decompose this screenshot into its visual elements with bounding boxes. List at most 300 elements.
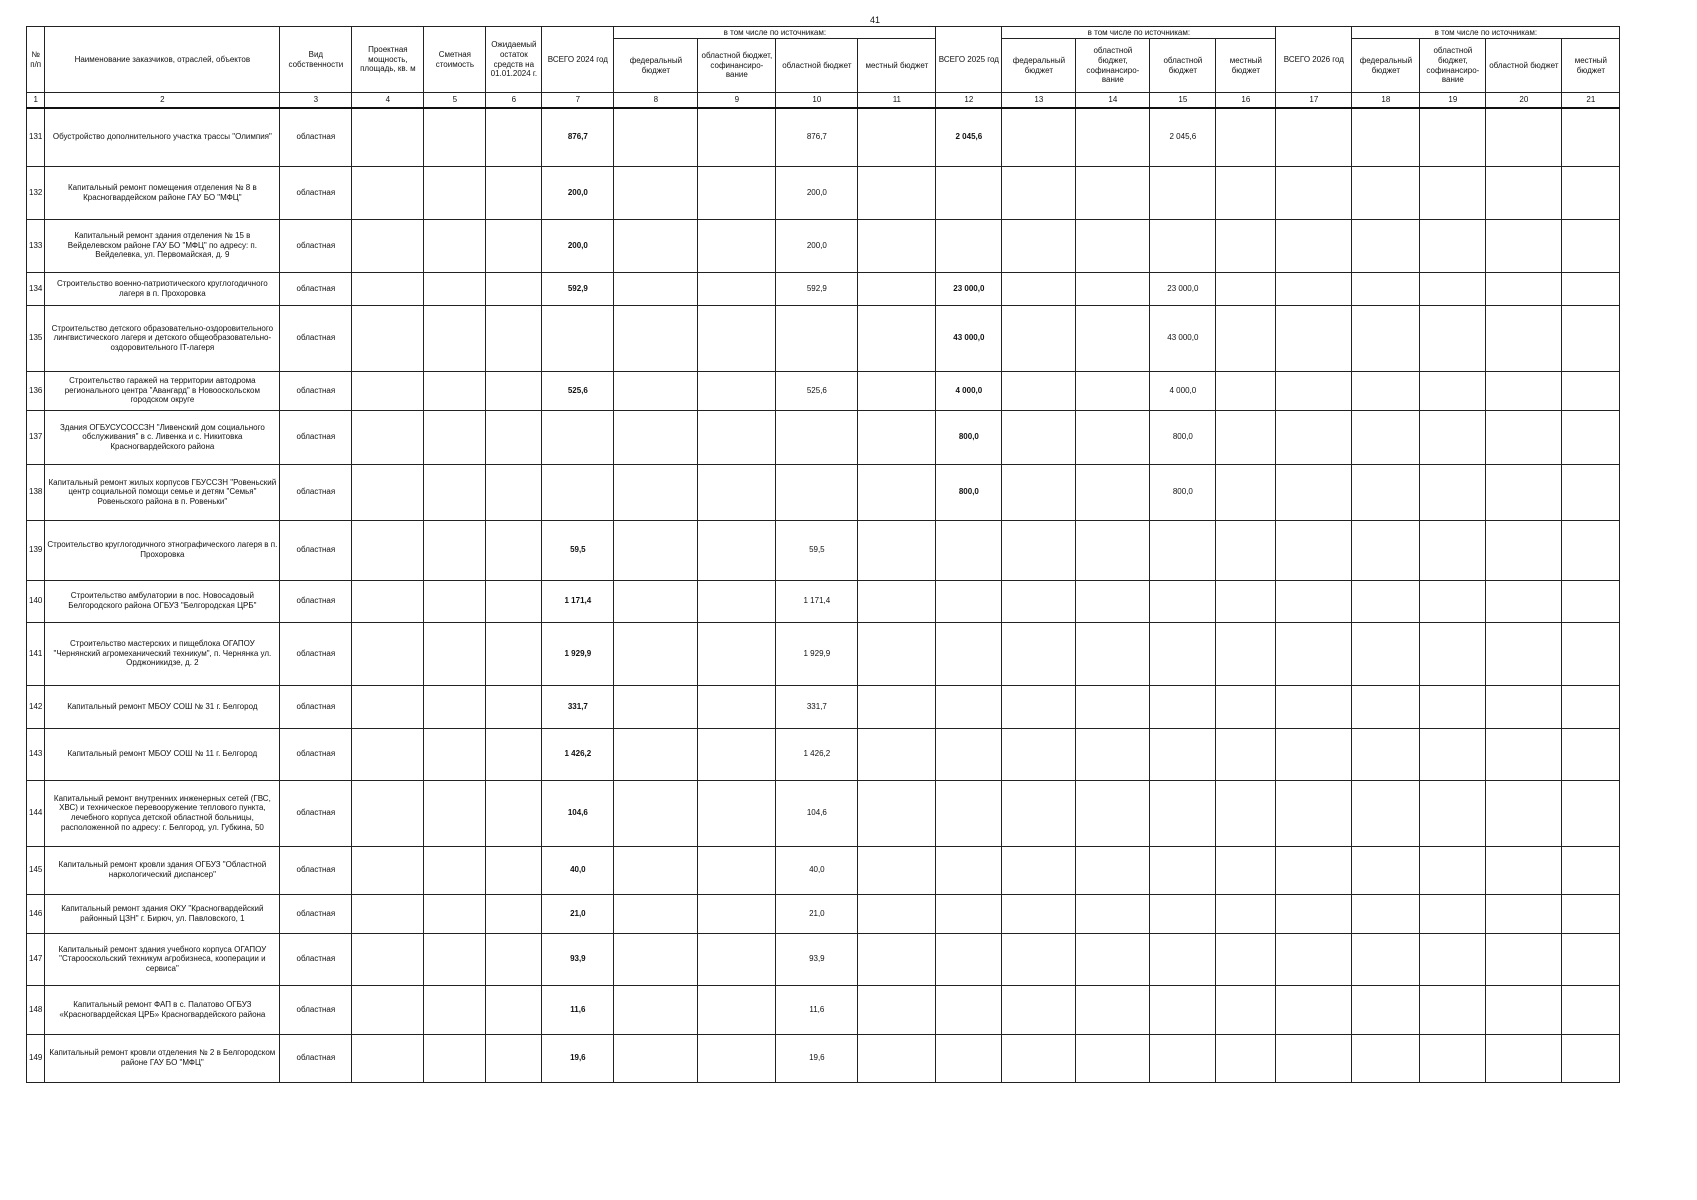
cell-empty: [614, 371, 698, 410]
column-number: 11: [858, 93, 936, 109]
column-number: 13: [1002, 93, 1076, 109]
cell-empty: [352, 219, 424, 272]
total-2024-cell: 59,5: [542, 520, 614, 580]
regional-2025-cell: [1150, 894, 1216, 933]
regional-2024-cell: 331,7: [776, 685, 858, 728]
cell-empty: [1216, 219, 1276, 272]
row-number: 133: [27, 219, 45, 272]
cell-empty: [1486, 371, 1562, 410]
cell-empty: [1276, 371, 1352, 410]
cell-empty: [352, 728, 424, 780]
cell-empty: [1002, 580, 1076, 622]
cell-empty: [1076, 622, 1150, 685]
cell-empty: [858, 1034, 936, 1082]
cell-empty: [1562, 728, 1620, 780]
table-row: [27, 685, 1620, 728]
header-capacity: Проектная мощность, площадь, кв. м: [352, 27, 424, 93]
cell-empty: [858, 933, 936, 985]
column-number: 14: [1076, 93, 1150, 109]
regional-2025-cell: 2 045,6: [1150, 108, 1216, 166]
cell-empty: [1002, 685, 1076, 728]
cell-empty: [1352, 464, 1420, 520]
total-2024-cell: 1 171,4: [542, 580, 614, 622]
cell-empty: [486, 166, 542, 219]
cell-empty: [1276, 305, 1352, 371]
regional-2025-cell: 800,0: [1150, 464, 1216, 520]
cell-empty: [1352, 985, 1420, 1034]
row-number: 140: [27, 580, 45, 622]
total-2025-cell: [936, 685, 1002, 728]
cell-empty: [1562, 985, 1620, 1034]
total-2024-cell: 1 929,9: [542, 622, 614, 685]
table-row: [27, 894, 1620, 933]
ownership-cell: областная: [280, 894, 352, 933]
cell-empty: [858, 305, 936, 371]
regional-2024-cell: 876,7: [776, 108, 858, 166]
regional-2024-cell: 21,0: [776, 894, 858, 933]
total-2024-cell: 1 426,2: [542, 728, 614, 780]
cell-empty: [352, 685, 424, 728]
cell-empty: [1216, 846, 1276, 894]
row-number: 139: [27, 520, 45, 580]
cell-empty: [1216, 520, 1276, 580]
row-number: 141: [27, 622, 45, 685]
cell-empty: [1002, 371, 1076, 410]
cell-empty: [1486, 780, 1562, 846]
regional-2024-cell: 525,6: [776, 371, 858, 410]
total-2025-cell: [936, 894, 1002, 933]
cell-empty: [614, 520, 698, 580]
ownership-cell: областная: [280, 580, 352, 622]
cell-empty: [1276, 219, 1352, 272]
cell-empty: [1276, 894, 1352, 933]
header-cofin-2026: областной бюджет, софинансиро-вание: [1420, 39, 1486, 93]
cell-empty: [1216, 580, 1276, 622]
cell-empty: [424, 894, 486, 933]
ownership-cell: областная: [280, 108, 352, 166]
cell-empty: [1352, 685, 1420, 728]
object-name: Строительство мастерских и пищеблока ОГАПОУ "Чернянский агромеханический техникум", п. Чернянка ул. Орджоникидзе, д. 2: [45, 622, 280, 685]
cell-empty: [1420, 371, 1486, 410]
cell-empty: [1486, 1034, 1562, 1082]
header-cost: Сметная стоимость: [424, 27, 486, 93]
cell-empty: [1352, 933, 1420, 985]
header-regional-2025: областной бюджет: [1150, 39, 1216, 93]
table-row: [27, 219, 1620, 272]
cell-empty: [1352, 166, 1420, 219]
table-row: [27, 371, 1620, 410]
total-2024-cell: 93,9: [542, 933, 614, 985]
cell-empty: [614, 685, 698, 728]
cell-empty: [1562, 933, 1620, 985]
regional-2024-cell: [776, 410, 858, 464]
total-2025-cell: [936, 728, 1002, 780]
cell-empty: [614, 933, 698, 985]
cell-empty: [614, 108, 698, 166]
cell-empty: [1420, 464, 1486, 520]
cell-empty: [1486, 520, 1562, 580]
total-2025-cell: 23 000,0: [936, 272, 1002, 305]
header-local-2026: местный бюджет: [1562, 39, 1620, 93]
cell-empty: [424, 371, 486, 410]
cell-empty: [698, 728, 776, 780]
cell-empty: [698, 520, 776, 580]
total-2025-cell: [936, 166, 1002, 219]
ownership-cell: областная: [280, 219, 352, 272]
cell-empty: [1076, 108, 1150, 166]
cell-empty: [698, 846, 776, 894]
total-2024-cell: 200,0: [542, 219, 614, 272]
cell-empty: [352, 580, 424, 622]
cell-empty: [1486, 622, 1562, 685]
cell-empty: [698, 371, 776, 410]
row-number: 145: [27, 846, 45, 894]
cell-empty: [1562, 272, 1620, 305]
cell-empty: [1002, 846, 1076, 894]
cell-empty: [698, 464, 776, 520]
object-name: Капитальный ремонт здания ОКУ "Красногвардейский районный ЦЗН" г. Бирюч, ул. Павловского, 1: [45, 894, 280, 933]
row-number: 148: [27, 985, 45, 1034]
cell-empty: [352, 894, 424, 933]
cell-empty: [1486, 108, 1562, 166]
ownership-cell: областная: [280, 410, 352, 464]
cell-empty: [1076, 685, 1150, 728]
column-number: 2: [45, 93, 280, 109]
cell-empty: [1486, 464, 1562, 520]
header-sources-2026: в том числе по источникам:: [1352, 27, 1620, 39]
cell-empty: [1562, 371, 1620, 410]
cell-empty: [486, 464, 542, 520]
total-2024-cell: 200,0: [542, 166, 614, 219]
row-number: 138: [27, 464, 45, 520]
cell-empty: [424, 846, 486, 894]
cell-empty: [698, 410, 776, 464]
budget-table: [26, 26, 1620, 1083]
cell-empty: [614, 219, 698, 272]
cell-empty: [1486, 685, 1562, 728]
cell-empty: [486, 846, 542, 894]
cell-empty: [1276, 846, 1352, 894]
cell-empty: [1562, 1034, 1620, 1082]
row-number: 149: [27, 1034, 45, 1082]
cell-empty: [486, 272, 542, 305]
cell-empty: [1352, 622, 1420, 685]
cell-empty: [352, 933, 424, 985]
cell-empty: [1276, 410, 1352, 464]
cell-empty: [424, 1034, 486, 1082]
cell-empty: [1352, 371, 1420, 410]
object-name: Строительство круглогодичного этнографического лагеря в п. Прохоровка: [45, 520, 280, 580]
total-2024-cell: 21,0: [542, 894, 614, 933]
cell-empty: [614, 622, 698, 685]
cell-empty: [1276, 166, 1352, 219]
column-number: 19: [1420, 93, 1486, 109]
cell-empty: [1002, 894, 1076, 933]
cell-empty: [1420, 520, 1486, 580]
regional-2024-cell: 1 929,9: [776, 622, 858, 685]
cell-empty: [424, 305, 486, 371]
cell-empty: [486, 410, 542, 464]
cell-empty: [1562, 166, 1620, 219]
row-number: 144: [27, 780, 45, 846]
object-name: Капитальный ремонт МБОУ СОШ № 31 г. Белгород: [45, 685, 280, 728]
cell-empty: [1002, 410, 1076, 464]
column-number: 5: [424, 93, 486, 109]
cell-empty: [1076, 728, 1150, 780]
cell-empty: [486, 933, 542, 985]
header-remainder: Ожидаемый остаток средств на 01.01.2024 г.: [486, 27, 542, 93]
cell-empty: [1486, 728, 1562, 780]
cell-empty: [1076, 580, 1150, 622]
header-ownership: Вид собственности: [280, 27, 352, 93]
cell-empty: [1562, 685, 1620, 728]
column-number: 10: [776, 93, 858, 109]
cell-empty: [1002, 1034, 1076, 1082]
total-2024-cell: 19,6: [542, 1034, 614, 1082]
regional-2025-cell: 43 000,0: [1150, 305, 1216, 371]
ownership-cell: областная: [280, 166, 352, 219]
cell-empty: [1562, 410, 1620, 464]
cell-empty: [1276, 580, 1352, 622]
cell-empty: [1486, 894, 1562, 933]
cell-empty: [352, 985, 424, 1034]
cell-empty: [1486, 272, 1562, 305]
column-number: 21: [1562, 93, 1620, 109]
regional-2024-cell: 40,0: [776, 846, 858, 894]
cell-empty: [614, 305, 698, 371]
ownership-cell: областная: [280, 464, 352, 520]
cell-empty: [858, 685, 936, 728]
cell-empty: [1002, 464, 1076, 520]
cell-empty: [1002, 108, 1076, 166]
cell-empty: [698, 622, 776, 685]
cell-empty: [698, 894, 776, 933]
regional-2024-cell: 1 171,4: [776, 580, 858, 622]
cell-empty: [858, 108, 936, 166]
cell-empty: [352, 1034, 424, 1082]
regional-2024-cell: [776, 464, 858, 520]
row-number: 135: [27, 305, 45, 371]
regional-2024-cell: 1 426,2: [776, 728, 858, 780]
cell-empty: [486, 894, 542, 933]
table-row: [27, 464, 1620, 520]
header-federal-2024: федеральный бюджет: [614, 39, 698, 93]
cell-empty: [1352, 728, 1420, 780]
cell-empty: [424, 520, 486, 580]
cell-empty: [1002, 622, 1076, 685]
cell-empty: [1002, 728, 1076, 780]
ownership-cell: областная: [280, 1034, 352, 1082]
cell-empty: [1562, 108, 1620, 166]
cell-empty: [1562, 464, 1620, 520]
cell-empty: [1562, 622, 1620, 685]
cell-empty: [1076, 305, 1150, 371]
ownership-cell: областная: [280, 371, 352, 410]
cell-empty: [1420, 272, 1486, 305]
cell-empty: [698, 272, 776, 305]
regional-2025-cell: [1150, 219, 1216, 272]
cell-empty: [1076, 780, 1150, 846]
cell-empty: [1276, 520, 1352, 580]
regional-2025-cell: [1150, 780, 1216, 846]
total-2024-cell: 592,9: [542, 272, 614, 305]
cell-empty: [1002, 933, 1076, 985]
cell-empty: [1486, 166, 1562, 219]
cell-empty: [424, 108, 486, 166]
column-number: 4: [352, 93, 424, 109]
total-2025-cell: [936, 1034, 1002, 1082]
total-2025-cell: 800,0: [936, 410, 1002, 464]
cell-empty: [1076, 272, 1150, 305]
object-name: Строительство детского образовательно-оздоровительного лингвистического лагеря и детского общеобразовательно-оздоровительного IT-лагеря: [45, 305, 280, 371]
cell-empty: [858, 166, 936, 219]
cell-empty: [424, 272, 486, 305]
row-number: 134: [27, 272, 45, 305]
cell-empty: [1352, 780, 1420, 846]
cell-empty: [1352, 108, 1420, 166]
object-name: Капитальный ремонт ФАП в с. Палатово ОГБУЗ «Красногвардейская ЦРБ» Красногвардейского района: [45, 985, 280, 1034]
cell-empty: [1276, 464, 1352, 520]
cell-empty: [424, 622, 486, 685]
cell-empty: [858, 272, 936, 305]
cell-empty: [1486, 933, 1562, 985]
cell-empty: [1420, 933, 1486, 985]
header-local-2024: местный бюджет: [858, 39, 936, 93]
row-number: 137: [27, 410, 45, 464]
cell-empty: [1216, 1034, 1276, 1082]
cell-empty: [352, 371, 424, 410]
table-row: [27, 520, 1620, 580]
column-number: 15: [1150, 93, 1216, 109]
cell-empty: [1420, 780, 1486, 846]
table-row: [27, 1034, 1620, 1082]
total-2024-cell: [542, 305, 614, 371]
cell-empty: [1076, 985, 1150, 1034]
cell-empty: [1076, 371, 1150, 410]
cell-empty: [1216, 166, 1276, 219]
column-number: 20: [1486, 93, 1562, 109]
row-number: 146: [27, 894, 45, 933]
cell-empty: [1420, 305, 1486, 371]
total-2025-cell: [936, 985, 1002, 1034]
total-2025-cell: [936, 520, 1002, 580]
cell-empty: [1562, 305, 1620, 371]
cell-empty: [858, 622, 936, 685]
ownership-cell: областная: [280, 520, 352, 580]
cell-empty: [614, 1034, 698, 1082]
header-regional-2024: областной бюджет: [776, 39, 858, 93]
total-2025-cell: 2 045,6: [936, 108, 1002, 166]
cell-empty: [1002, 985, 1076, 1034]
cell-empty: [1352, 580, 1420, 622]
total-2025-cell: [936, 846, 1002, 894]
cell-empty: [1352, 846, 1420, 894]
cell-empty: [424, 166, 486, 219]
total-2024-cell: 11,6: [542, 985, 614, 1034]
column-number: 12: [936, 93, 1002, 109]
cell-empty: [1420, 728, 1486, 780]
cell-empty: [1352, 894, 1420, 933]
cell-empty: [614, 894, 698, 933]
cell-empty: [1216, 685, 1276, 728]
cell-empty: [1420, 846, 1486, 894]
cell-empty: [1002, 166, 1076, 219]
cell-empty: [698, 1034, 776, 1082]
cell-empty: [352, 410, 424, 464]
cell-empty: [1002, 272, 1076, 305]
total-2025-cell: [936, 580, 1002, 622]
regional-2025-cell: [1150, 520, 1216, 580]
cell-empty: [698, 985, 776, 1034]
cell-empty: [424, 410, 486, 464]
regional-2025-cell: 800,0: [1150, 410, 1216, 464]
cell-empty: [858, 985, 936, 1034]
cell-empty: [614, 166, 698, 219]
object-name: Капитальный ремонт здания отделения № 15 в Вейделевском районе ГАУ БО "МФЦ" по адресу: п. Вейделевка, ул. Первомайская, д. 9: [45, 219, 280, 272]
header-regional-2026: областной бюджет: [1486, 39, 1562, 93]
cell-empty: [1420, 166, 1486, 219]
cell-empty: [1562, 894, 1620, 933]
cell-empty: [1276, 622, 1352, 685]
cell-empty: [614, 846, 698, 894]
page-number: 41: [869, 15, 880, 25]
ownership-cell: областная: [280, 728, 352, 780]
ownership-cell: областная: [280, 685, 352, 728]
total-2024-cell: 331,7: [542, 685, 614, 728]
total-2024-cell: 876,7: [542, 108, 614, 166]
cell-empty: [1562, 520, 1620, 580]
cell-empty: [352, 464, 424, 520]
cell-empty: [1002, 780, 1076, 846]
cell-empty: [352, 622, 424, 685]
cell-empty: [1076, 520, 1150, 580]
cell-empty: [1486, 410, 1562, 464]
cell-empty: [858, 894, 936, 933]
cell-empty: [1420, 985, 1486, 1034]
column-number: 9: [698, 93, 776, 109]
column-number: 18: [1352, 93, 1420, 109]
cell-empty: [858, 520, 936, 580]
object-name: Капитальный ремонт жилых корпусов ГБУССЗН "Ровеньский центр социальной помощи семье и детям "Семья" Ровеньского района в п. Ровеньки": [45, 464, 280, 520]
cell-empty: [698, 166, 776, 219]
cell-empty: [614, 985, 698, 1034]
object-name: Капитальный ремонт МБОУ СОШ № 11 г. Белгород: [45, 728, 280, 780]
ownership-cell: областная: [280, 780, 352, 846]
cell-empty: [1076, 846, 1150, 894]
cell-empty: [858, 464, 936, 520]
cell-empty: [1276, 985, 1352, 1034]
object-name: Капитальный ремонт внутренних инженерных сетей (ГВС, ХВС) и техническое перевооружение теплового пункта, лечебного корпуса детской областной больницы, расположенной по адресу: г. Белгород, ул. Губкина, 50: [45, 780, 280, 846]
total-2024-cell: 104,6: [542, 780, 614, 846]
ownership-cell: областная: [280, 622, 352, 685]
cell-empty: [1002, 219, 1076, 272]
cell-empty: [486, 1034, 542, 1082]
cell-empty: [1216, 728, 1276, 780]
cell-empty: [1276, 933, 1352, 985]
header-federal-2026: федеральный бюджет: [1352, 39, 1420, 93]
cell-empty: [858, 846, 936, 894]
cell-empty: [1076, 1034, 1150, 1082]
cell-empty: [1002, 305, 1076, 371]
object-name: Строительство гаражей на территории автодрома регионального центра "Авангард" в Новооскольском городском округе: [45, 371, 280, 410]
table-row: [27, 410, 1620, 464]
cell-empty: [424, 728, 486, 780]
cell-empty: [1352, 410, 1420, 464]
cell-empty: [1562, 846, 1620, 894]
cell-empty: [1216, 780, 1276, 846]
row-number: 142: [27, 685, 45, 728]
header-total-2025: ВСЕГО 2025 год: [936, 27, 1002, 93]
